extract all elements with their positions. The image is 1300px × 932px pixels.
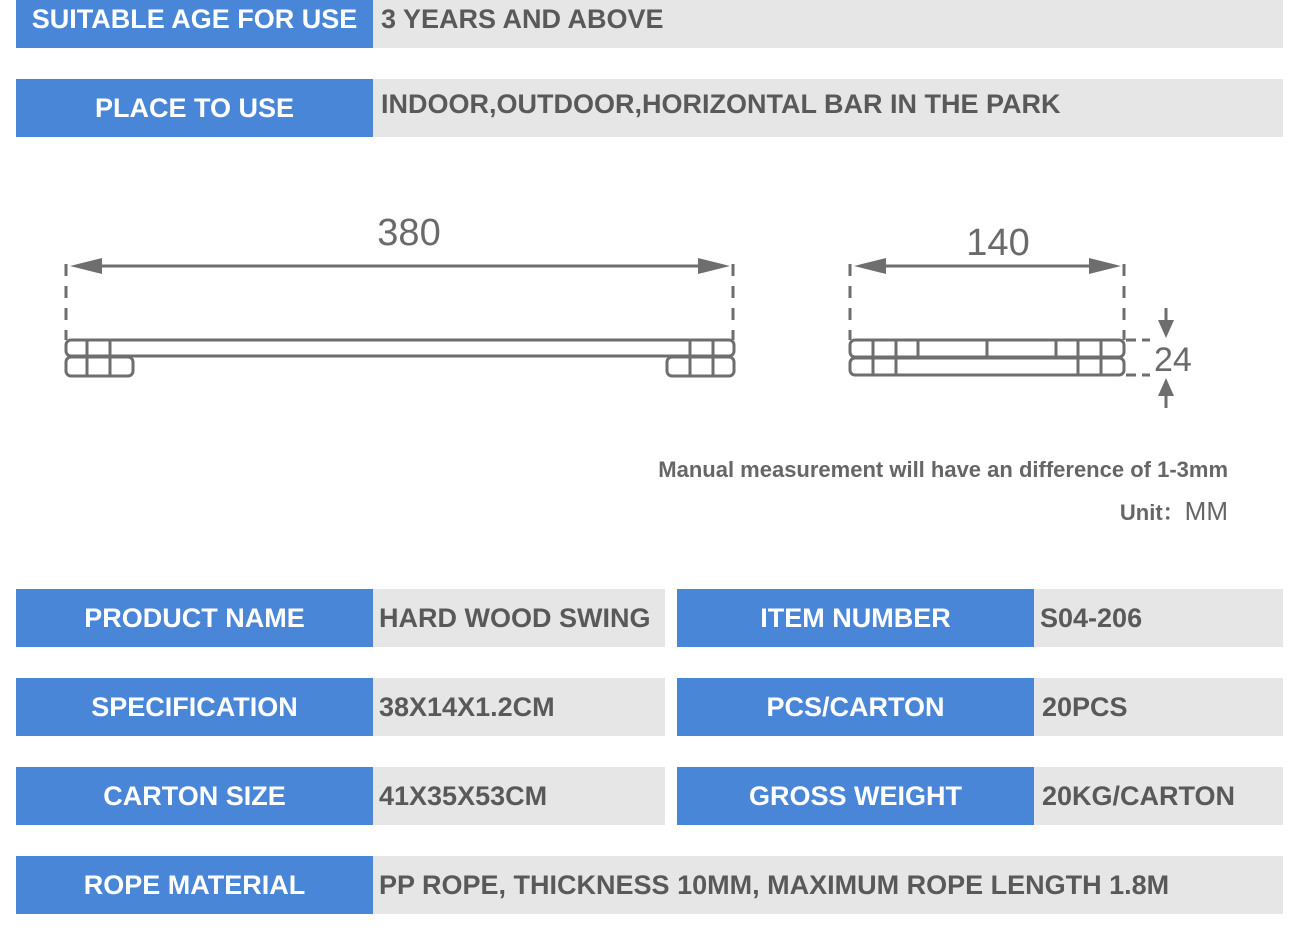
spec-value: INDOOR,OUTDOOR,HORIZONTAL BAR IN THE PARK: [373, 79, 1283, 137]
length-dimension-label: 380: [377, 212, 441, 254]
board-foot-left: [66, 357, 133, 376]
arrowhead-left-icon: [854, 258, 886, 274]
spec-label: PCS/CARTON: [677, 678, 1034, 736]
spec-value: HARD WOOD SWING: [373, 589, 665, 647]
spec-row-place: [16, 79, 1283, 137]
unit-label: Unit：: [1119, 500, 1185, 525]
spec-label: GROSS WEIGHT: [677, 767, 1034, 825]
spec-row-gross-weight: [677, 767, 1283, 825]
spec-label: SUITABLE AGE FOR USE: [16, 0, 373, 48]
spec-label: PLACE TO USE: [16, 79, 373, 137]
board-top-long: [66, 340, 734, 356]
spec-row-carton-size: [16, 767, 665, 825]
spec-row-specification: [16, 678, 665, 736]
spec-value: 3 YEARS AND ABOVE: [373, 0, 1283, 48]
spec-label: SPECIFICATION: [16, 678, 373, 736]
spec-label: CARTON SIZE: [16, 767, 373, 825]
unit-value: MM: [1184, 496, 1228, 526]
spec-row-rope-material: [16, 856, 1283, 914]
unit-note: [1120, 496, 1228, 527]
spec-row-product-name: [16, 589, 665, 647]
spec-row-age: [16, 0, 1283, 48]
spec-row-item-number: [677, 589, 1283, 647]
spec-value: S04-206: [1034, 589, 1283, 647]
width-dimension-label: 140: [966, 222, 1030, 264]
spec-label: ROPE MATERIAL: [16, 856, 373, 914]
arrowhead-right-icon: [1089, 258, 1121, 274]
arrowhead-left-icon: [70, 258, 102, 274]
spec-value: 20KG/CARTON: [1034, 767, 1283, 825]
arrowhead-up-icon: [1158, 378, 1174, 396]
spec-value: 38X14X1.2CM: [373, 678, 665, 736]
spec-value: 20PCS: [1034, 678, 1283, 736]
spec-value: PP ROPE, THICKNESS 10MM, MAXIMUM ROPE LENGTH 1.8M: [373, 856, 1283, 914]
arrowhead-down-icon: [1158, 320, 1174, 338]
board-foot-right: [667, 357, 734, 376]
thickness-dimension-label: 24: [1154, 341, 1192, 379]
spec-label: PRODUCT NAME: [16, 589, 373, 647]
measurement-note: Manual measurement will have an difference of 1-3mm: [658, 457, 1228, 482]
dimension-diagram: [0, 190, 1300, 450]
board-section-bottom: [850, 358, 1124, 375]
arrowhead-right-icon: [698, 258, 730, 274]
spec-value: 41X35X53CM: [373, 767, 665, 825]
spec-label: ITEM NUMBER: [677, 589, 1034, 647]
spec-row-pcs-carton: [677, 678, 1283, 736]
